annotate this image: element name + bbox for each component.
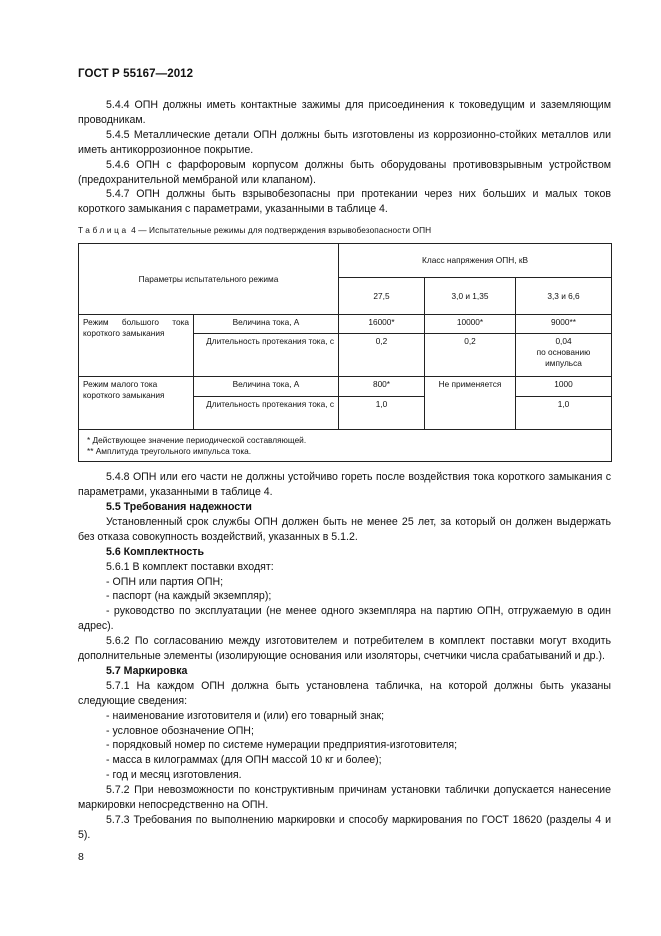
cell-value-line: импульса bbox=[545, 358, 582, 369]
list-item: - наименование изготовителя и (или) его товарный знак; bbox=[106, 709, 385, 722]
list-item: - порядковый номер по системе нумерации предприятия-изготовителя; bbox=[106, 739, 458, 752]
list-item: - руководство по эксплуатации (не менее одного экземпляра на партию ОПН, отгружаемую в один адрес). bbox=[78, 605, 611, 633]
heading-5-6: 5.6 Комплектность bbox=[106, 545, 204, 558]
list-item: - год и месяц изготовления. bbox=[106, 769, 242, 782]
cell-value: 1000 bbox=[516, 377, 612, 397]
paragraph-5-4-6: 5.4.6 ОПН с фарфоровым корпусом должны быть оборудованы противовзрывным устройством (предохранительной мембраной или клапаном). bbox=[78, 158, 611, 186]
paragraph-5-7-2: 5.7.2 При невозможности по конструктивным причинам установки таблички допускается нанесение маркировки непосредственно на ОПН. bbox=[78, 784, 611, 812]
cell-value: 1,0 bbox=[339, 397, 425, 430]
cell-value-pulse bbox=[516, 334, 612, 377]
cell-value: 1,0 bbox=[516, 397, 612, 430]
table-caption-word: Таблица bbox=[78, 225, 129, 236]
header-voltage-class: Класс напряжения ОПН, кВ bbox=[339, 244, 612, 278]
paragraph-5-7-1: 5.7.1 На каждом ОПН должна быть установлена табличка, на которой должны быть указаны следующие сведения: bbox=[78, 679, 611, 707]
cell-value: 9000** bbox=[516, 315, 612, 334]
page-number: 8 bbox=[78, 851, 84, 863]
paragraph-5-6-2: 5.6.2 По согласованию между изготовителем и потребителем в комплект поставки могут входить дополнительные элементы (изолирующие основания или изоляторы, счетчики числа срабатываний и др.). bbox=[78, 635, 611, 663]
param-current-magnitude: Величина тока, А bbox=[194, 377, 339, 397]
paragraph-5-5: Установленный срок службы ОПН должен быть не менее 25 лет, за который он должен выдержать без отказа совокупность воздействий, указанных в 5.1.2. bbox=[78, 515, 611, 543]
cell-value: 0,2 bbox=[425, 334, 516, 377]
param-current-magnitude: Величина тока, А bbox=[194, 315, 339, 334]
test-modes-table bbox=[78, 243, 612, 462]
param-duration: Длительность протекания тока, с bbox=[194, 397, 339, 430]
list-item: - условное обозначение ОПН; bbox=[106, 724, 254, 737]
header-class-27-5: 27,5 bbox=[339, 278, 425, 315]
param-duration: Длительность протекания тока, с bbox=[194, 334, 339, 377]
cell-value: 0,2 bbox=[339, 334, 425, 377]
document-header: ГОСТ Р 55167—2012 bbox=[78, 68, 194, 80]
cell-value: 800* bbox=[339, 377, 425, 397]
table-note-2: ** Амплитуда треугольного импульса тока. bbox=[87, 446, 252, 457]
header-class-3-3: 3,3 и 6,6 bbox=[516, 278, 612, 315]
list-item: - паспорт (на каждый экземпляр); bbox=[106, 590, 272, 603]
cell-value: 10000* bbox=[425, 315, 516, 334]
table-caption bbox=[78, 223, 611, 238]
paragraph-5-4-8: 5.4.8 ОПН или его части не должны устойчиво гореть после воздействия тока короткого замыкания с параметрами, указанными в таблице 4. bbox=[78, 471, 611, 499]
mode-large-current: Режим большого тока короткого замыкания bbox=[79, 315, 194, 377]
header-class-3-0: 3,0 и 1,35 bbox=[425, 278, 516, 315]
paragraph-5-7-3: 5.7.3 Требования по выполнению маркировки и способу маркирования по ГОСТ 18620 (разделы 4 и 5). bbox=[78, 814, 611, 841]
cell-value-line: по основанию bbox=[536, 347, 591, 358]
paragraph-5-4-7: 5.4.7 ОПН должны быть взрывобезопасны при протекании через них больших и малых токов короткого замыкания с параметрами, указанными в таблице 4. bbox=[78, 188, 611, 216]
table-note-1: * Действующее значение периодической составляющей. bbox=[87, 435, 307, 446]
list-item: - масса в килограммах (для ОПН массой 10 кг и более); bbox=[106, 754, 382, 767]
heading-5-5: 5.5 Требования надежности bbox=[106, 500, 252, 513]
paragraph-5-6-1: 5.6.1 В комплект поставки входят: bbox=[106, 560, 274, 573]
header-test-parameters: Параметры испытательного режима bbox=[79, 244, 339, 315]
mode-small-current: Режим малого тока короткого замыкания bbox=[79, 377, 194, 430]
heading-5-7: 5.7 Маркировка bbox=[106, 664, 188, 677]
cell-value-line: 0,04 bbox=[555, 336, 572, 347]
paragraph-5-4-4: 5.4.4 ОПН должны иметь контактные зажимы для присоединения к токоведущим и заземляющим проводникам. bbox=[78, 99, 611, 126]
cell-value: 16000* bbox=[339, 315, 425, 334]
list-item: - ОПН или партия ОПН; bbox=[106, 575, 224, 588]
paragraph-5-4-5: 5.4.5 Металлические детали ОПН должны быть изготовлены из коррозионно-стойких металлов или иметь антикоррозионное покрытие. bbox=[78, 128, 611, 156]
table-caption-text: 4 — Испытательные режимы для подтверждения взрывобезопасности ОПН bbox=[128, 225, 432, 236]
cell-not-applicable: Не применяется bbox=[425, 377, 516, 430]
document-body bbox=[78, 98, 611, 843]
table-notes bbox=[79, 430, 612, 462]
section-after-table bbox=[78, 470, 611, 843]
